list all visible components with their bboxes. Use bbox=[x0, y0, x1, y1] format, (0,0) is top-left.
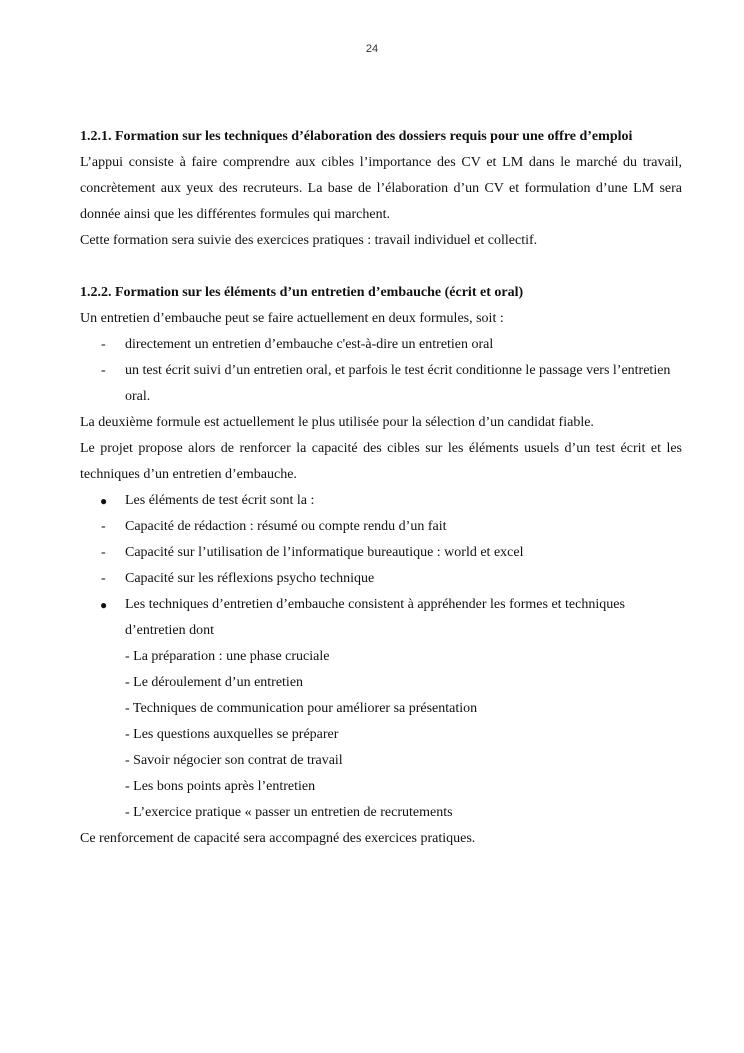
list-item-text: directement un entretien d’embauche c'est-à-dire un entretien oral bbox=[125, 337, 494, 352]
spacer bbox=[80, 254, 682, 280]
list-item-text: Capacité sur l’utilisation de l’informatique bureautique : world et excel bbox=[125, 545, 524, 560]
list-item-text: Capacité de rédaction : résumé ou compte rendu d’un fait bbox=[125, 519, 447, 534]
dash-marker: - bbox=[101, 545, 106, 560]
list-item-text: Capacité sur les réflexions psycho technique bbox=[125, 571, 375, 586]
techniques-list bbox=[80, 488, 682, 644]
list-item bbox=[80, 358, 682, 410]
list-item-text: Les techniques d’entretien d’embauche consistent à appréhender les formes et techniques d’entretien dont bbox=[125, 597, 625, 638]
project-paragraph: Le projet propose alors de renforcer la capacité des cibles sur les éléments usuels d’un test écrit et les techniques d’un entretien d’embauche. bbox=[80, 441, 682, 482]
sub-item: - Savoir négocier son contrat de travail bbox=[125, 753, 343, 768]
list-item bbox=[80, 540, 682, 566]
list-item-text: Les éléments de test écrit sont la : bbox=[125, 493, 315, 508]
page-number: 24 bbox=[365, 43, 379, 55]
sub-item: - Techniques de communication pour améliorer sa présentation bbox=[125, 701, 478, 716]
bullet-marker: ● bbox=[100, 598, 108, 612]
sub-item: - La préparation : une phase cruciale bbox=[125, 649, 330, 664]
list-item-text: un test écrit suivi d’un entretien oral, et parfois le test écrit conditionne le passage vers l’entretien oral. bbox=[125, 363, 671, 404]
section-1-exercise-note: Cette formation sera suivie des exercices pratiques : travail individuel et collectif. bbox=[80, 233, 538, 248]
section-2-intro: Un entretien d’embauche peut se faire actuellement en deux formules, soit : bbox=[80, 311, 504, 326]
second-formula-paragraph: La deuxième formule est actuellement le plus utilisée pour la sélection d’un candidat fiable. bbox=[80, 415, 594, 430]
list-item bbox=[80, 488, 682, 514]
list-item bbox=[80, 566, 682, 592]
section-1-paragraph: L’appui consiste à faire comprendre aux cibles l’importance des CV et LM dans le marché du travail, concrètement aux yeux des recruteurs. La base de l’élaboration d’un CV et formulation d’une LM sera donnée ainsi que les différentes formules qui marchent. bbox=[80, 155, 682, 222]
dash-marker: - bbox=[101, 571, 106, 586]
list-item bbox=[80, 332, 682, 358]
sub-item: - Le déroulement d’un entretien bbox=[125, 675, 304, 690]
sub-item: - Les questions auxquelles se préparer bbox=[125, 727, 339, 742]
list-item bbox=[80, 592, 682, 644]
dash-marker: - bbox=[101, 363, 106, 378]
sub-item: - L’exercice pratique « passer un entretien de recrutements bbox=[125, 805, 453, 820]
closing-paragraph: Ce renforcement de capacité sera accompagné des exercices pratiques. bbox=[80, 831, 476, 846]
section-2-heading: 1.2.2. Formation sur les éléments d’un entretien d’embauche (écrit et oral) bbox=[80, 285, 524, 300]
page-content bbox=[80, 124, 682, 852]
dash-marker: - bbox=[101, 519, 106, 534]
sub-item: - Les bons points après l’entretien bbox=[125, 779, 316, 794]
bullet-marker: ● bbox=[100, 494, 108, 508]
dash-marker: - bbox=[101, 337, 106, 352]
section-1-heading: 1.2.1. Formation sur les techniques d’élaboration des dossiers requis pour une offre d’emploi bbox=[80, 129, 633, 144]
formules-list bbox=[80, 332, 682, 410]
list-item bbox=[80, 514, 682, 540]
